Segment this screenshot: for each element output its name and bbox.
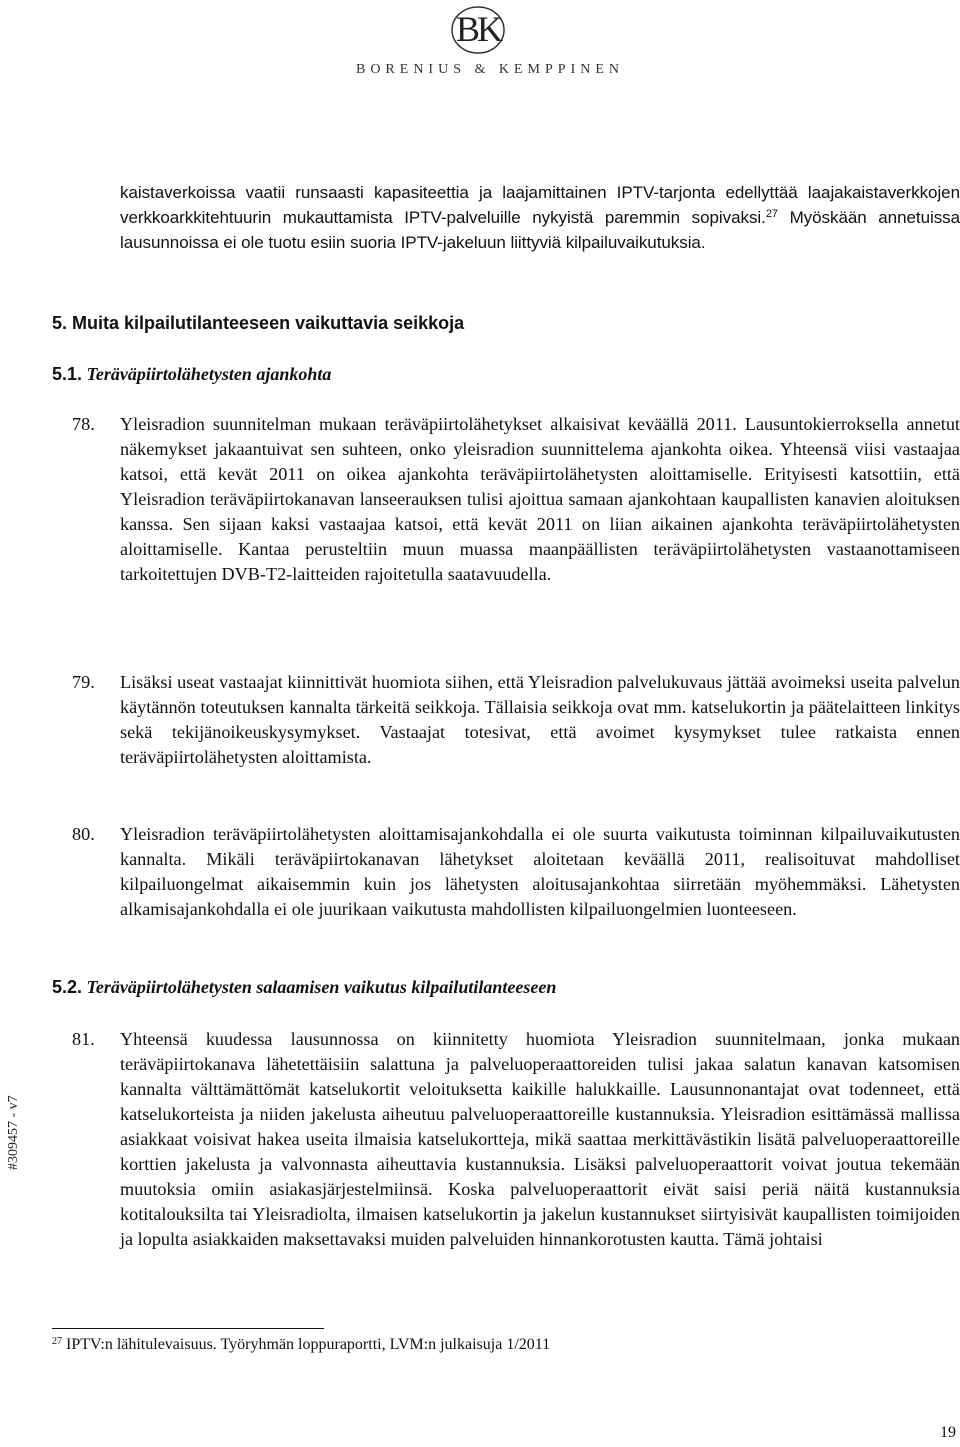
intro-text-before: kaistaverkoissa vaatii runsaasti kapasiteettia ja laajamittainen IPTV-tarjonta edellyttää laajakaistaverkkojen verkkoarkkitehtuurin mukauttamista IPTV-palveluille nykyistä paremmin sopivaksi. (120, 183, 960, 227)
document-id-margin-mark: #309457 - v7 (6, 1095, 21, 1170)
letterhead (0, 0, 960, 90)
footnote-ref[interactable]: 27 (765, 208, 778, 220)
section-5-2-number: 5.2. (52, 977, 83, 997)
logo-monogram: BK (455, 9, 500, 49)
section-5-2-heading (52, 977, 556, 998)
footnote (52, 1336, 550, 1354)
paragraph-text: Yleisradion teräväpiirtolähetysten aloittamisajankohdalla ei ole suurta vaikutusta toiminnan kilpailuvaikutusten kannalta. Mikäli teräväpiirtokanavan lähetykset aloitetaan keväällä 2011, realisoituvat mahdolliset kilpailuongelmat aikaisemmin kuin jos lähetysten aloitusajankohtaa siirretään myöhemmäksi. Lähetysten alkamisajankohdalla ei ole juurikaan vaikutusta mahdollisten kilpailuongelmien luonteeseen. (120, 824, 960, 919)
intro-text-after: Myöskään annetuissa lausunnoissa ei ole tuotu esiin suoria IPTV-jakeluun liittyviä kilpailuvaikutuksia. (120, 208, 960, 252)
section-5-1-number: 5.1. (52, 364, 83, 384)
footnote-divider (52, 1328, 324, 1329)
paragraph-text: Lisäksi useat vastaajat kiinnittivät huomiota siihen, että Yleisradion palvelukuvaus jättää avoimeksi useita palvelun käytännön toteutuksen kannalta tärkeitä seikkoja. Tällaisia seikkoja ovat mm. katselukortin ja päätelaitteen linkitys sekä tekijänoikeuskysymykset. Vastaajat totesivat, että avoimet kysymykset tulee ratkaista ennen teräväpiirtolähetysten aloittamista. (120, 672, 960, 767)
page-number: 19 (940, 1424, 956, 1441)
paragraph-number: 78. (72, 414, 95, 434)
footnote-number: 27 (52, 1336, 62, 1347)
section-5-1-heading (52, 364, 331, 385)
paragraph-text: Yleisradion suunnitelman mukaan teräväpiirtolähetykset alkaisivat keväällä 2011. Lausuntokierroksella annetut näkemykset jakaantuivat sen suhteen, onko yleisradion suunnittelema ajankohta oikea. Yhteensä viisi vastaajaa katsoi, että kevät 2011 on oikea ajankohta teräväpiirtolähetysten aloittamiselle. Erityisesti katsottiin, että Yleisradion teräväpiirtokanavan lanseerauksen tulisi ajoittua samaan ajankohtaan kaupallisten kanavien aloituksen kanssa. Sen sijaan kaksi vastaajaa katsoi, että kevät 2011 on liian aikainen ajankohta teräväpiirtolähetysten aloittamiselle. Kantaa perusteltiin muun muassa maanpäällisten teräväpiirtolähetysten vastaanottamiseen tarkoitettujen DVB-T2-laitteiden rajoitetulla saatavuudella. (120, 414, 960, 584)
firm-name: BORENIUS & KEMPPINEN (355, 62, 624, 77)
section-5-heading: 5. Muita kilpailutilanteeseen vaikuttavia seikkoja (52, 313, 465, 333)
paragraph-number: 81. (72, 1029, 95, 1049)
paragraph-number: 80. (72, 824, 95, 844)
section-5-2-title: Teräväpiirtolähetysten salaamisen vaikutus kilpailutilanteeseen (82, 977, 557, 997)
footnote-text: IPTV:n lähitulevaisuus. Työryhmän loppuraportti, LVM:n julkaisuja 1/2011 (62, 1336, 551, 1353)
paragraph-number: 79. (72, 672, 95, 692)
section-5-1-title: Teräväpiirtolähetysten ajankohta (82, 364, 332, 384)
paragraph-text: Yhteensä kuudessa lausunnossa on kiinnitetty huomiota Yleisradion suunnitelmaan, jonka mukaan teräväpiirtokanava lähetettäisiin salattuna ja palveluoperaattoreiden tulisi jakaa salatun kanavan katsomisen kannalta välttämättömät katselukortit veloituksetta kaikille halukkaille. Lausunnonantajat ovat todenneet, että katselukorteista ja niiden jakelusta aiheutuu palveluoperaattoreille kustannuksia. Yleisradion esittämässä mallissa asiakkaat voisivat hakea useita ilmaisia katselukortteja, mikä saattaa merkittävästikin lisätä palveluoperaattoreille korttien jakelusta ja valvonnasta aiheuttavia kustannuksia. Lisäksi palveluoperaattorit voivat joutua tekemään muutoksia omiin asiakasjärjestelmiinsä. Koska palveluoperaattorit eivät saisi periä näitä kustannuksia kotitalouksilta tai Yleisradiolta, ilmaisen katselukortin ja jakelun kustannukset siirtyisivät kaupallisten toimijoiden ja lopulta asiakkaiden maksettavaksi muiden palveluiden hinnankorotusten kautta. Tämä johtaisi (120, 1029, 960, 1249)
intro-paragraph (120, 180, 960, 255)
